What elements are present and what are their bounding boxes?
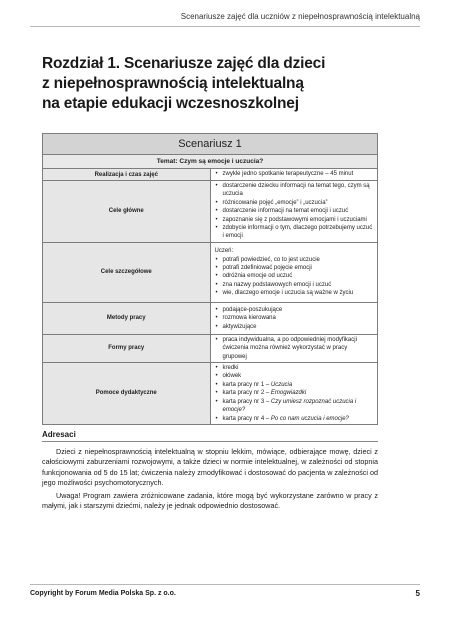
row-label: Cele główne <box>43 181 211 243</box>
row-label: Formy pracy <box>43 334 211 362</box>
worksheet-title: Uczucia <box>270 381 293 388</box>
bullet-icon: • <box>215 256 218 263</box>
bullet-icon: • <box>215 273 218 280</box>
bullet-icon: • <box>215 323 218 330</box>
list-item: • potrafi powiedzieć, co to jest uczucie <box>215 256 320 263</box>
row-content <box>210 181 378 243</box>
worksheet-title: Emogwiazdki <box>270 390 307 397</box>
table-row <box>43 334 378 362</box>
table-row <box>43 363 378 425</box>
row-label: Metody pracy <box>43 302 211 334</box>
bullet-icon: • <box>215 315 218 322</box>
row-content <box>210 169 378 181</box>
row-content <box>210 242 378 302</box>
body-paragraph: Dzieci z niepełnosprawnością intelektualną w stopniu lekkim, mówiące, odbierające mowę, dzieci z całościowymi zaburzeniami rozwojowymi, a także dzieci w normie intelektualnej, w zależności od stopnia funkcjonowania od 5 do 15 lat; ćwiczenia należy zmodyfikować i dostosować do pacjenta w zależności od jego możliwości psychomotorycznych. <box>42 447 378 487</box>
body-paragraph: Uwaga! Program zawiera zróżnicowane zadania, które mogą być wykorzystane zarówno w pracy z małymi, jak i starszymi dziećmi, należy je jednak odpowiednio dostosować. <box>42 491 378 511</box>
chapter-title <box>42 54 382 114</box>
bullet-icon: • <box>215 208 218 215</box>
bullet-icon: • <box>215 381 218 388</box>
row-intro: Uczeń: <box>214 248 234 255</box>
worksheet-title: Po co nam uczucia i emocje? <box>270 415 349 422</box>
table-row <box>43 181 378 243</box>
list-item: • ołówek <box>215 373 242 380</box>
list-item: • karta pracy nr 1 – Uczucia <box>215 381 293 388</box>
row-content <box>210 363 378 425</box>
row-label: Pomoce dydaktyczne <box>43 363 211 425</box>
list-item: • różnicowanie pojęć „emocje” i „uczucia” <box>215 199 328 206</box>
table-row <box>43 242 378 302</box>
scenario-table <box>42 133 378 425</box>
worksheet-title: Czy umiesz rozpoznać uczucia i emocje? <box>222 398 357 414</box>
table-row <box>43 302 378 334</box>
list-item: • praca indywidualna, a po odpowiedniej modyfikacji ćwiczenia można również wykorzystać w pracy grupowej <box>215 336 357 360</box>
list-item: • zapoznanie się z podstawowymi emocjami i uczuciami <box>215 216 367 223</box>
list-item: • karta pracy nr 3 – Czy umiesz rozpoznać uczucia i emocje? <box>215 398 357 414</box>
page-number: 5 <box>415 589 420 598</box>
list-item: • podające-poszukujące <box>215 306 283 313</box>
list-item: • dostarczenie dziecku informacji na temat tego, czym są uczucia <box>215 183 370 198</box>
list-item: • dostarczenie informacji na temat emocji i uczuć <box>215 208 349 215</box>
list-item: • wie, dlaczego emocje i uczucia są ważne w życiu <box>215 290 354 297</box>
bullet-icon: • <box>215 336 218 343</box>
list-item: • potrafi zdefiniować pojęcie emocji <box>215 264 312 271</box>
table-row <box>43 169 378 181</box>
row-content <box>210 334 378 362</box>
row-label: Cele szczegółowe <box>43 242 211 302</box>
list-item: • rozmowa kierowana <box>215 315 276 322</box>
scenario-topic: Temat: Czym są emocje i uczucia? <box>43 155 378 169</box>
bullet-icon: • <box>215 171 218 178</box>
scenario-title-row <box>43 134 378 155</box>
footer-copyright: Copyright by Forum Media Polska Sp. z o.o. <box>30 590 176 597</box>
row-content <box>210 302 378 334</box>
footer-divider <box>30 584 420 585</box>
bullet-icon: • <box>215 306 218 313</box>
bullet-icon: • <box>215 365 218 372</box>
running-header: Scenariusze zajęć dla uczniów z niepełnosprawnością intelektualną <box>180 12 420 21</box>
list-item: • zwykle jedno spotkanie terapeutyczne – 45 minut <box>215 171 354 178</box>
bullet-icon: • <box>215 415 218 422</box>
topic-row <box>43 155 378 169</box>
bullet-icon: • <box>215 216 218 223</box>
list-item: • odróżnia emocje od uczuć <box>215 273 293 280</box>
list-item: • aktywizujące <box>215 323 257 330</box>
bullet-icon: • <box>215 199 218 206</box>
scenario-title: Scenariusz 1 <box>43 134 378 155</box>
list-item: • zna nazwy podstawowych emocji i uczuć <box>215 281 332 288</box>
bullet-icon: • <box>215 281 218 288</box>
bullet-icon: • <box>215 264 218 271</box>
chapter-title-line: z niepełnosprawnością intelektualną <box>42 75 304 92</box>
chapter-title-line: na etapie edukacji wczesnoszkolnej <box>42 95 299 112</box>
bullet-icon: • <box>215 390 218 397</box>
list-item: • kredki <box>215 365 239 372</box>
bullet-icon: • <box>215 290 218 297</box>
chapter-title-line: Rozdział 1. Scenariusze zajęć dla dzieci <box>42 55 326 72</box>
bullet-icon: • <box>215 398 218 405</box>
list-item: • karta pracy nr 2 – Emogwiazdki <box>215 390 307 397</box>
list-item: • karta pracy nr 4 – Po co nam uczucia i emocje? <box>215 415 349 422</box>
bullet-icon: • <box>215 183 218 189</box>
list-item: • zdobycie informacji o tym, dlaczego potrzebujemy uczuć i emocji <box>215 225 373 240</box>
section-title: Adresaci <box>42 430 76 439</box>
header-divider <box>30 26 420 27</box>
bullet-icon: • <box>215 373 218 380</box>
bullet-icon: • <box>215 225 218 232</box>
section-divider <box>42 441 378 442</box>
row-label: Realizacja i czas zajęć <box>43 169 211 181</box>
